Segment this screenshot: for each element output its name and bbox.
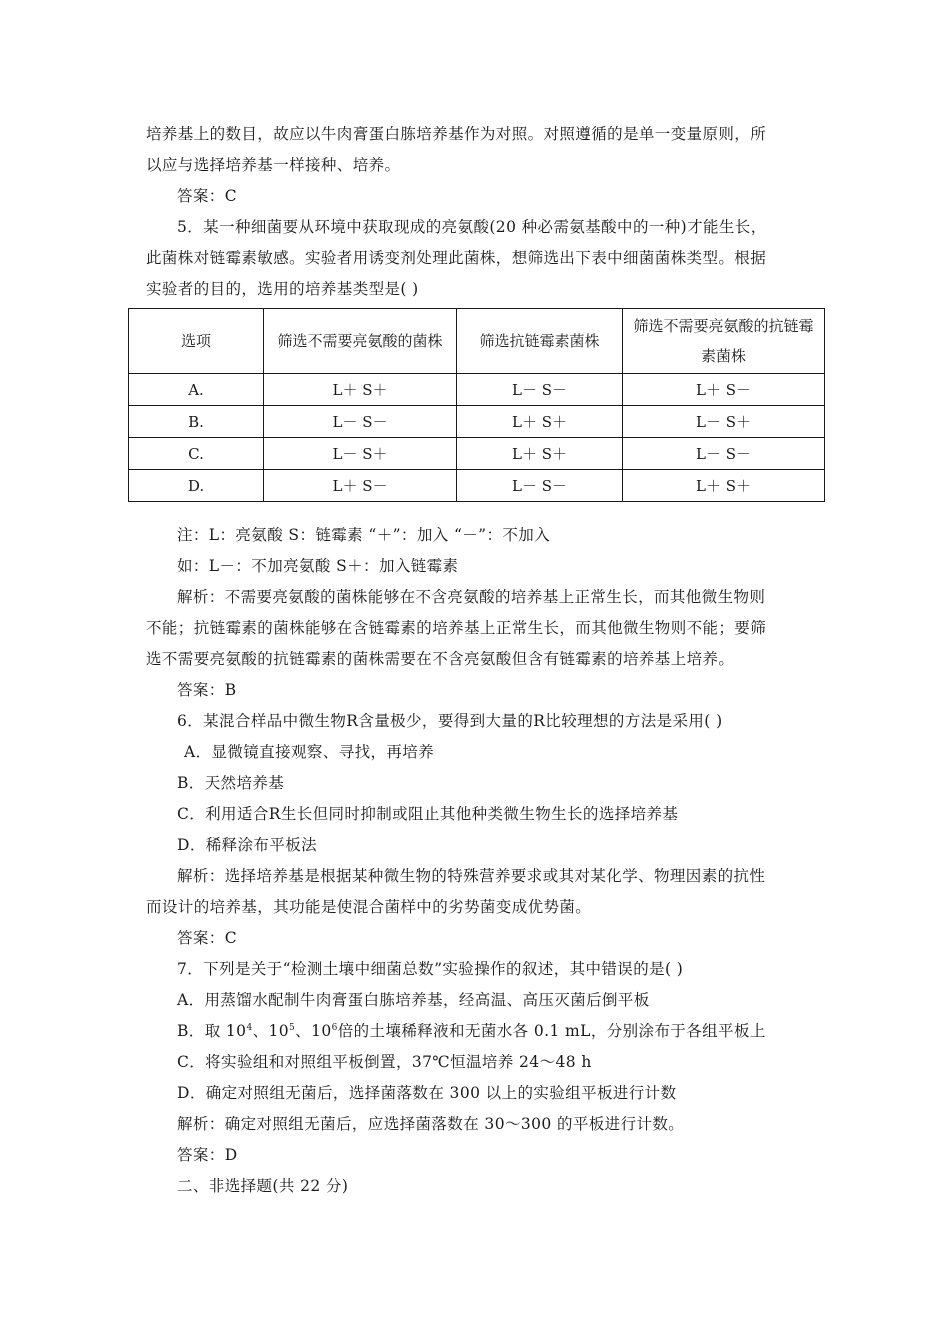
table-header-row bbox=[129, 309, 825, 374]
option-b: B．天然培养基 bbox=[177, 774, 285, 792]
section-heading: 二、非选择题(共 22 分) bbox=[177, 1177, 349, 1195]
question-7: 7．下列是关于“检测土壤中细菌总数”实验操作的叙述，其中错误的是( ) bbox=[177, 960, 684, 978]
table-cell: L＋ S＋ bbox=[457, 406, 623, 438]
option-c: C．将实验组和对照组平板倒置，37℃恒温培养 24～48 h bbox=[177, 1053, 592, 1071]
table-cell: L＋ S－ bbox=[623, 374, 825, 406]
option-d: D．稀释涂布平板法 bbox=[177, 836, 318, 854]
table-cell: L－ S＋ bbox=[623, 406, 825, 438]
exponent: 4 bbox=[246, 1022, 253, 1033]
table-note: 如：L－：不加亮氨酸 S＋：加入链霉素 bbox=[177, 557, 459, 575]
option-label: B. bbox=[129, 406, 264, 438]
exponent: 5 bbox=[289, 1022, 296, 1033]
table-cell: L＋ S＋ bbox=[623, 470, 825, 502]
table-note: 注：L：亮氨酸 S：链霉素 “＋”：加入 “－”：不加入 bbox=[177, 526, 551, 544]
explanation-q6: 解析：选择培养基是根据某种微生物的特殊营养要求或其对某化学、物理因素的抗性 bbox=[177, 867, 766, 885]
table-header-cell: 选项 bbox=[129, 309, 264, 374]
question-5: 5．某一种细菌要从环境中获取现成的亮氨酸(20 种必需氨基酸中的一种)才能生长， bbox=[177, 218, 767, 236]
table-cell: L－ S－ bbox=[457, 374, 623, 406]
option-a: A．用蒸馏水配制牛肉膏蛋白胨培养基，经高温、高压灭菌后倒平板 bbox=[177, 991, 650, 1009]
option-c: C．利用适合R生长但同时抑制或阻止其他种类微生物生长的选择培养基 bbox=[177, 805, 679, 823]
option-a: A．显微镜直接观察、寻找，再培养 bbox=[184, 743, 435, 761]
answer-q4: 答案：C bbox=[177, 187, 237, 205]
explanation-q5: 解析：不需要亮氨酸的菌株能够在不含亮氨酸的培养基上正常生长，而其他微生物则 bbox=[177, 588, 766, 606]
question-5-line: 实验者的目的，选用的培养基类型是( ) bbox=[146, 280, 419, 298]
explanation-line: 而设计的培养基，其功能是使混合菌样中的劣势菌变成优势菌。 bbox=[146, 898, 592, 916]
table-header-cell: 筛选不需要亮氨酸的抗链霉素菌株 bbox=[623, 309, 825, 374]
table-cell: L＋ S＋ bbox=[457, 438, 623, 470]
table-cell: L－ S＋ bbox=[264, 438, 457, 470]
table-row bbox=[129, 438, 825, 470]
paragraph-line: 培养基上的数目，故应以牛肉膏蛋白胨培养基作为对照。对照遵循的是单一变量原则，所 bbox=[146, 125, 767, 143]
table-cell: L＋ S－ bbox=[264, 470, 457, 502]
explanation-line: 选不需要亮氨酸的抗链霉素的菌株需要在不含亮氨酸但含有链霉素的培养基上培养。 bbox=[146, 650, 735, 668]
table-cell: L－ S－ bbox=[457, 470, 623, 502]
option-label: C. bbox=[129, 438, 264, 470]
exponent: 6 bbox=[331, 1022, 338, 1033]
option-label: A. bbox=[129, 374, 264, 406]
table-cell: L－ S－ bbox=[623, 438, 825, 470]
option-d: D．确定对照组无菌后，选择菌落数在 300 以上的实验组平板进行计数 bbox=[177, 1084, 677, 1102]
paragraph-line: 以应与选择培养基一样接种、培养。 bbox=[146, 156, 401, 174]
answer-q5: 答案：B bbox=[177, 681, 237, 699]
answer-q6: 答案：C bbox=[177, 929, 237, 947]
question-6: 6．某混合样品中微生物R含量极少，要得到大量的R比较理想的方法是采用( ) bbox=[177, 712, 723, 730]
table-row bbox=[129, 374, 825, 406]
text-run: 、10 bbox=[295, 1022, 332, 1040]
option-label: D. bbox=[129, 470, 264, 502]
explanation-q7: 解析：确定对照组无菌后，应选择菌落数在 30～300 的平板进行计数。 bbox=[177, 1115, 685, 1133]
text-run: 、10 bbox=[252, 1022, 290, 1040]
question-5-line: 此菌株对链霉素敏感。实验者用诱变剂处理此菌株，想筛选出下表中细菌菌株类型。根据 bbox=[146, 249, 767, 267]
answer-q7: 答案：D bbox=[177, 1146, 238, 1164]
strain-selection-table bbox=[128, 308, 825, 502]
option-b bbox=[177, 1021, 766, 1041]
table-header-cell: 筛选不需要亮氨酸的菌株 bbox=[264, 309, 457, 374]
table-cell: L＋ S＋ bbox=[264, 374, 457, 406]
explanation-line: 不能；抗链霉素的菌株能够在含链霉素的培养基上正常生长，而其他微生物则不能；要筛 bbox=[146, 619, 767, 637]
table-row bbox=[129, 406, 825, 438]
table-header-cell: 筛选抗链霉素菌株 bbox=[457, 309, 623, 374]
table-cell: L－ S－ bbox=[264, 406, 457, 438]
text-run: B．取 10 bbox=[177, 1022, 247, 1040]
table-row bbox=[129, 470, 825, 502]
text-run: 倍的土壤稀释液和无菌水各 0.1 mL，分别涂布于各组平板上 bbox=[337, 1022, 766, 1040]
